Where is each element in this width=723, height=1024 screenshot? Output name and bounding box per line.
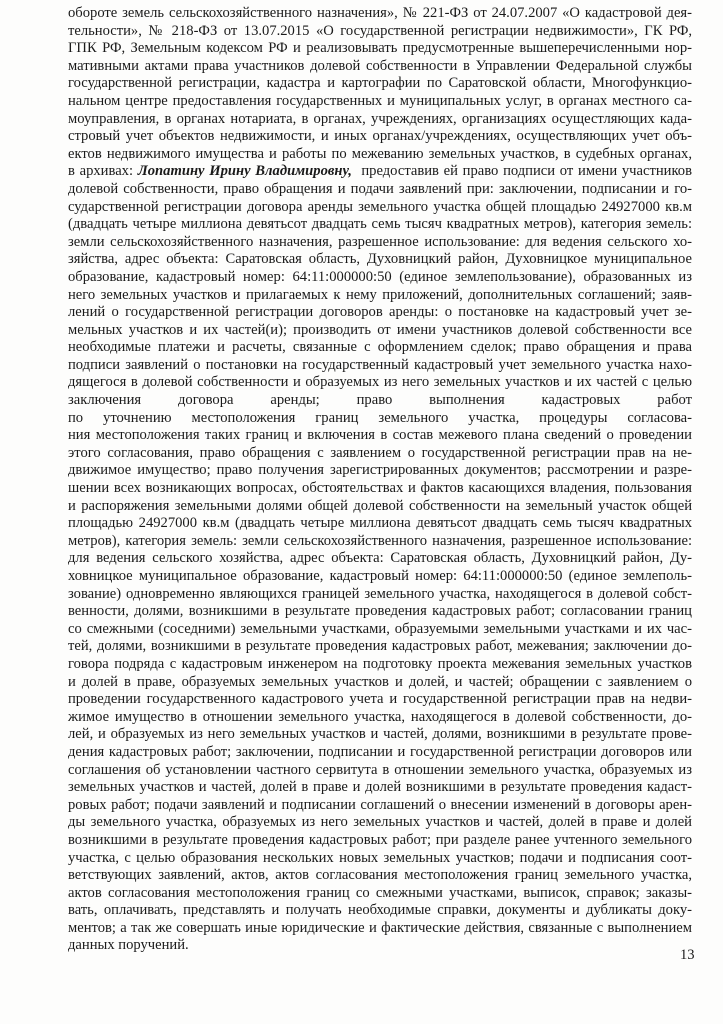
text-segment: в архивах:: [68, 163, 138, 180]
text-line: нальном центре предоставления государственных и муниципальных услуг, в органах местного са-: [68, 92, 692, 109]
text-line: ветствующих заявлений, актов, актов согласования местоположения границ земельного участка,: [68, 867, 692, 884]
text-line: подписи заявлений о постановки на государственный кадастровый учет земельного участка нахо-: [68, 356, 692, 373]
text-line: сударственной регистрации договора аренды земельного участка общей площадью 24927000 кв.м: [68, 198, 692, 215]
text-line: зование) одновременно являющихся границей земельного участка, находящегося в долевой собст-: [68, 585, 692, 602]
text-line: заключения договора аренды; право выполнения кадастровых работ: [68, 392, 692, 409]
text-line: для ведения сельского хозяйства, адрес объекта: Саратовская область, Духовницкий район, Ду-: [68, 550, 692, 567]
text-line: данных поручений.: [68, 937, 189, 954]
page-number: 13: [680, 947, 695, 963]
text-segment: предоставив ей право подписи от имени участников: [351, 163, 692, 180]
document-body: [68, 5, 692, 955]
text-line: ния местоположения таких границ и включения в состав межевого плана сведений о проведении: [68, 427, 692, 444]
text-line: площадью 24927000 кв.м (двадцать четыре миллиона девятьсот двадцать семь тысяч квадратных: [68, 515, 692, 532]
text-line: долевой собственности, право обращения и подачи заявлений при: заключении, подписании и го-: [68, 180, 692, 197]
text-line: жимое имущество в отношении земельного участка, находящегося в долевой собственности, до-: [68, 708, 692, 725]
text-line: актов согласования местоположения границ со смежными участками, выписок, справок; заказы-: [68, 884, 692, 901]
text-line: зяйства, адрес объекта: Саратовская область, Духовницкий район, Духовницкое муниципальное: [68, 251, 692, 268]
text-line: [68, 163, 692, 181]
text-line: метров), категория земель: земли сельскохозяйственного назначения, разрешенное использование:: [68, 532, 692, 549]
text-line: земли сельскохозяйственного назначения, разрешенное использование: для ведения сельского хо-: [68, 233, 692, 250]
text-line: земельных участков и частей, долей в праве и долей возникшими в результате проведения кадаст-: [68, 779, 692, 796]
text-line: по уточнению местоположения границ земельного участка, процедуры согласова-: [68, 409, 692, 426]
text-line: государственной регистрации, кадастра и картографии по Саратовской области, Многофункцио-: [68, 75, 692, 92]
text-line: него земельных участков и прилагаемых к нему приложений, дополнительных соглашений; заяв-: [68, 286, 692, 303]
text-line: и долей в праве, образуемых земельных участков и долей, и частей; обращении с заявлением о: [68, 673, 692, 690]
text-line: моуправления, в органах нотариата, в органах, учреждениях, организациях осущестляющих када-: [68, 110, 692, 127]
text-line: ектов недвижимого имущества и работы по межеванию земельных участков, в судебных органах,: [68, 145, 692, 162]
text-line: тельности», № 218-ФЗ от 13.07.2015 «О государственной регистрации недвижимости», ГК РФ,: [68, 22, 692, 39]
text-line: дящегося в долевой собственности и образуемых из него земельных участков и их частей с целью: [68, 374, 692, 391]
text-line: говора подряда с кадастровым инженером на подготовку проекта межевания земельных участков: [68, 655, 692, 672]
text-line: (двадцать четыре миллиона девятьсот двадцать семь тысяч квадратных метров), категория земель:: [68, 216, 692, 233]
text-line: лей, и образуемых из него земельных участков и частей, долями, возникшими в результате прове-: [68, 726, 692, 743]
text-line: венности, долями, возникшими в результате проведения кадастровых работ; согласовании границ: [68, 603, 692, 620]
text-line: мельных участков и их частей(и); производить от имени участников долевой собственности все: [68, 321, 692, 338]
text-line: тей, долями, возникшими в результате проведения кадастровых работ, межевания; заключении до-: [68, 638, 692, 655]
text-line: стровый учет объектов недвижимости, и иных органах/учреждениях, осуществляющих учет объ-: [68, 128, 692, 145]
text-line: и распоряжения земельными долями общей долевой собственности на земельный участок общей: [68, 497, 692, 514]
text-line: вать, оплачивать, представлять и получать необходимые справки, документы и дубликаты доку-: [68, 902, 692, 919]
text-line: мативными актами права участников долевой собственности в Управлении Федеральной службы: [68, 57, 692, 74]
text-line: со смежными (соседними) земельными участками, образуемыми земельными участками и их час-: [68, 620, 692, 637]
text-line: этого согласования, право обращения с заявлением о государственной регистрации прав на не-: [68, 444, 692, 461]
text-line: движимое имущество; право получения зарегистрированных документов; рассмотрении и разре-: [68, 462, 692, 479]
text-line: участка, с целью образования нескольких новых земельных участков; подачи и подписания соот-: [68, 849, 692, 866]
text-line: соглашения об установлении частного сервитута в отношении земельного участка, образуемых из: [68, 761, 692, 778]
text-line: ды земельного участка, образуемых из него земельных участков и частей, долей в праве и долей: [68, 814, 692, 831]
text-line: ментов; а так же совершать иные юридические и фактические действия, связанные с выполнением: [68, 919, 692, 936]
text-line: образование, кадастровый номер: 64:11:000000:50 (единое землепользование), образованных из: [68, 268, 692, 285]
text-line: ховницкое муниципальное образование, кадастровый номер: 64:11:000000:50 (единое землеполь-: [68, 568, 692, 584]
text-line: возникшими в результате проведения кадастровых работ; при разделе ранее учтенного земельного: [68, 831, 692, 848]
text-line: лений о государственной регистрации договоров аренды: о постановке на кадастровый учет зе-: [68, 304, 692, 321]
text-line: необходимые платежи и расчеты, связанные с оформлением сделок; право обращения и права: [68, 339, 692, 356]
text-line: дения кадастровых работ; заключении, подписании и государственной регистрации договоров или: [68, 743, 692, 760]
attorney-name: Лопатину Ирину Владимировну,: [137, 163, 352, 180]
text-line: ровых работ; подачи заявлений и подписании соглашений о внесении изменений в договоры арен-: [68, 796, 692, 813]
text-line: проведении государственного кадастрового учета и государственной регистрации прав на недви-: [68, 691, 692, 708]
text-line: ГПК РФ, Земельным кодексом РФ и реализовывать предусмотренные вышеперечисленными нор-: [68, 40, 692, 57]
text-line: обороте земель сельскохозяйственного назначения», № 221-ФЗ от 24.07.2007 «О кадастровой дея-: [68, 5, 692, 21]
text-line: шении всех возникающих вопросах, обстоятельствах и фактов касающихся владения, пользования: [68, 480, 692, 497]
